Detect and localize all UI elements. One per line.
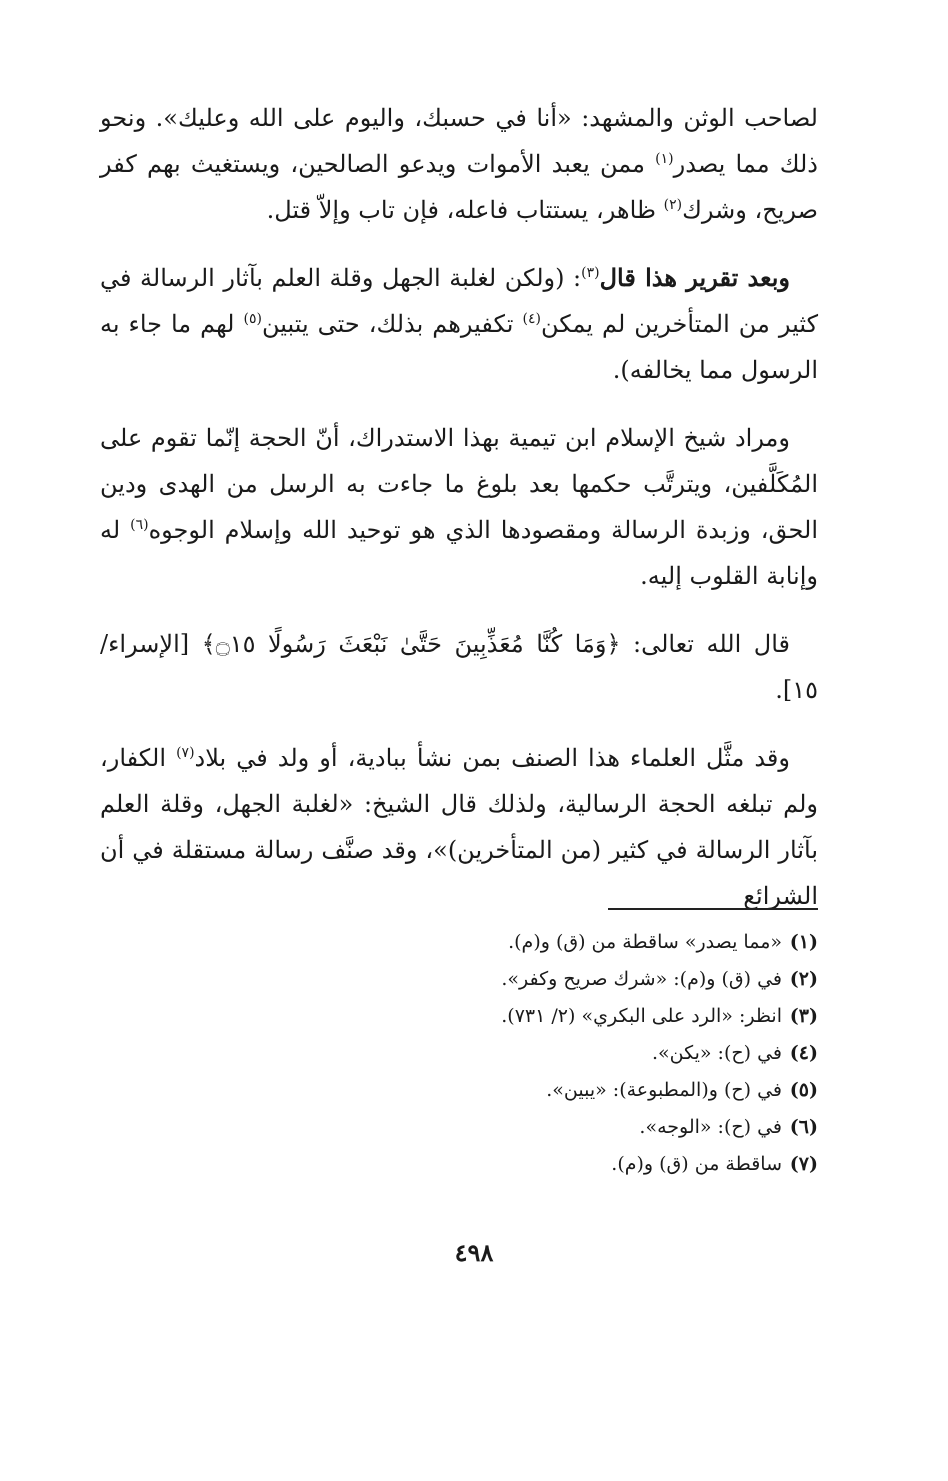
footnote-ref-4[interactable]: (٤) [522,311,541,327]
page-number: ٤٩٨ [454,1238,494,1267]
footnote-ref-3[interactable]: (٣) [581,265,600,281]
footnote-number: (٦) [789,1116,818,1138]
footnote-text: في (ح): «الوجه». [639,1116,782,1138]
footnote-ref-1[interactable]: (١) [655,151,674,167]
footnote-text: في (ح) و(المطبوعة): «يبين». [546,1079,782,1101]
paragraph-1-text-c: ظاهر، يستتاب فاعله، فإن تاب وإلاّ قتل. [266,196,664,224]
quran-verse-text: قال الله تعالى: ﴿وَمَا كُنَّا مُعَذِّبِينَ حَتَّىٰ نَبْعَثَ رَسُولًا ۝١٥﴾ [الإسراء/ ١٥]. [100,630,818,704]
paragraph-2-text-b: تكفيرهم بذلك، حتى يتبين [261,310,523,338]
footnote-number: (٣) [789,1005,818,1027]
footnote-separator [608,908,818,910]
footnote-ref-7[interactable]: (٧) [176,745,195,761]
footnote-item [218,1035,818,1072]
footnote-item [218,924,818,961]
paragraph-2 [100,255,818,393]
paragraph-5 [100,735,818,919]
footnote-number: (٥) [789,1079,818,1101]
footnotes-list [218,924,818,1183]
paragraph-3-text-a: ومراد شيخ الإسلام ابن تيمية بهذا الاستدراك، أنّ الحجة إنّما تقوم على المُكَلَّفين، ويترتَّب حكمها بعد بلوغ ما جاءت به الرسل من الهدى ودين الحق، وزبدة الرسالة ومقصودها الذي هو توحيد الله وإسلام الوجوه [100,424,818,544]
page-body [100,95,818,941]
footnote-ref-5[interactable]: (٥) [243,311,262,327]
footnote-item [218,1072,818,1109]
paragraph-3 [100,415,818,599]
paragraph-5-text-b: الكفار، ولم تبلغه الحجة الرسالية، ولذلك قال الشيخ: «لغلبة الجهل، وقلة العلم بآثار الرسالة في كثير (من المتأخرين)»، وقد صنَّف رسالة مستقلة في أن الشرائع [100,744,819,910]
footnote-ref-6[interactable]: (٦) [130,517,149,533]
paragraph-2-text-c: لهم ما جاء به الرسول مما يخالفه). [100,310,818,384]
footnote-number: (٧) [789,1153,818,1175]
paragraph-1-text-a: لصاحب الوثن والمشهد: «أنا في حسبك، واليوم على الله وعليك». ونحو ذلك مما يصدر [100,104,818,178]
footnote-item [218,1109,818,1146]
footnote-ref-2[interactable]: (٢) [663,197,683,213]
paragraph-5-text-a: وقد مثَّل العلماء هذا الصنف بمن نشأ ببادية، أو ولد في بلاد [194,744,790,772]
footnote-text: في (ق) و(م): «شرك صريح وكفر». [501,968,782,990]
paragraph-3-text-b: له وإنابة القلوب إليه. [100,516,818,590]
paragraph-2-lead: وبعد تقرير هذا قال [599,263,791,292]
quran-verse-paragraph [100,621,818,713]
paragraph-1-text-b: ممن يعبد الأموات ويدعو الصالحين، ويستغيث بهم كفر صريح، وشرك [100,150,818,224]
footnote-item [218,961,818,998]
footnote-text: «مما يصدر» ساقطة من (ق) و(م). [508,931,782,953]
footnote-number: (٢) [789,968,818,990]
footnote-text: انظر: «الرد على البكري» (٢/ ٧٣١). [501,1005,782,1027]
footnote-text: في (ح): «يكن». [651,1042,782,1064]
paragraph-1 [100,95,818,233]
footnote-number: (١) [789,931,818,953]
footnote-text: ساقطة من (ق) و(م). [611,1153,782,1175]
footnote-item [218,998,818,1035]
footnote-number: (٤) [789,1042,818,1064]
paragraph-2-text-a: : (ولكن لغلبة الجهل وقلة العلم بآثار الرسالة في كثير من المتأخرين لم يمكن [100,264,819,338]
footnote-item [218,1146,818,1183]
